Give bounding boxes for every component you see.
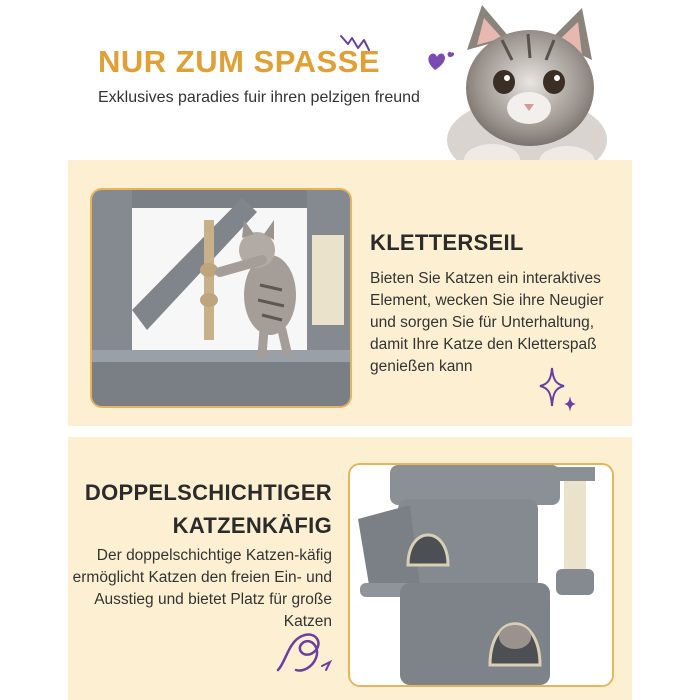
cat-tree-rope-photo: [90, 188, 352, 408]
section-title-cage-line1: DOPPELSCHICHTIGER: [84, 480, 332, 505]
swirl-icon: [272, 622, 336, 678]
section-body-rope: Bieten Sie Katzen ein interaktives Element, wecken Sie ihre Neugier und sorgen Sie für Unterhaltung, damit Ihre Katze den Kletterspaß genießen kann: [370, 270, 604, 375]
section-title-rope: KLETTERSEIL: [370, 230, 524, 255]
cat-tree-cage-photo: [348, 463, 614, 687]
section-title-cage-line2: KATZENKÄFIG: [172, 513, 332, 538]
section-body-cage: Der doppelschichtige Katzen-käfig ermöglicht Katzen den freien Ein- und Ausstieg und bietet Platz für große Katzen: [72, 547, 332, 630]
page-title: NUR ZUM SPASSE: [98, 44, 381, 79]
sparkle-icon: [538, 366, 582, 416]
kitten-image: [432, 0, 622, 185]
sparkle-lines-icon: [338, 30, 372, 56]
page-subtitle: Exklusives paradies fuir ihren pelzigen freund: [98, 89, 420, 106]
